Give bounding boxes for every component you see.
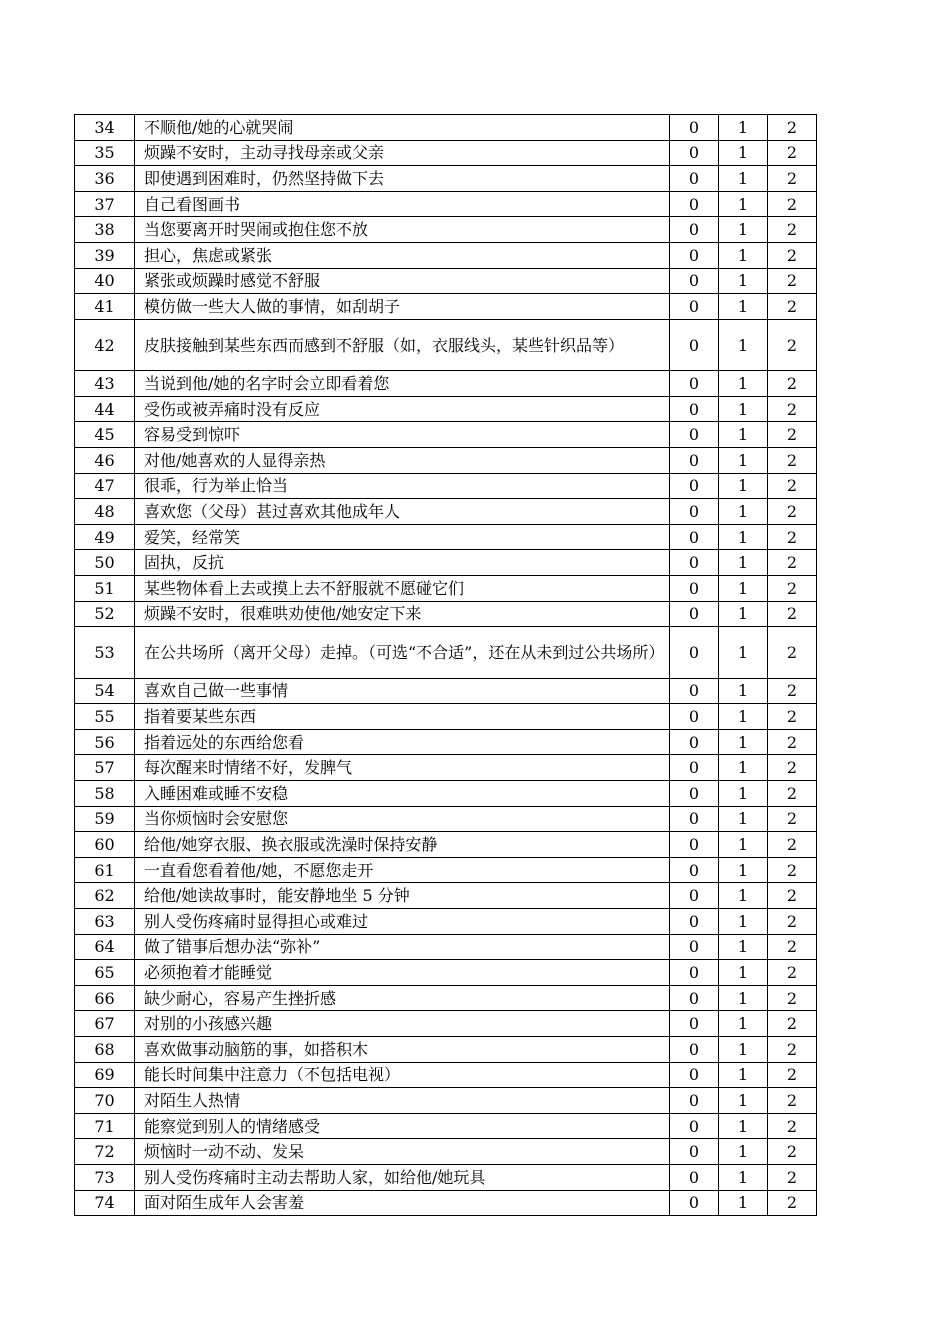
question-text: 容易受到惊吓 bbox=[135, 422, 670, 448]
question-number: 58 bbox=[75, 781, 135, 807]
score-option-0[interactable]: 0 bbox=[670, 191, 719, 217]
score-option-2[interactable]: 2 bbox=[768, 627, 817, 679]
score-option-1[interactable]: 1 bbox=[719, 1011, 768, 1037]
score-option-2[interactable]: 2 bbox=[768, 576, 817, 602]
score-option-0[interactable]: 0 bbox=[670, 396, 719, 422]
score-option-0[interactable]: 0 bbox=[670, 473, 719, 499]
score-option-0[interactable]: 0 bbox=[670, 1113, 719, 1139]
score-option-0[interactable]: 0 bbox=[670, 268, 719, 294]
question-row bbox=[75, 1164, 817, 1190]
score-option-0[interactable]: 0 bbox=[670, 550, 719, 576]
score-option-0[interactable]: 0 bbox=[670, 1088, 719, 1114]
question-row bbox=[75, 883, 817, 909]
score-option-2[interactable]: 2 bbox=[768, 499, 817, 525]
score-option-2[interactable]: 2 bbox=[768, 1062, 817, 1088]
score-option-1[interactable]: 1 bbox=[719, 191, 768, 217]
question-text: 对陌生人热情 bbox=[135, 1088, 670, 1114]
question-text: 对他/她喜欢的人显得亲热 bbox=[135, 448, 670, 474]
question-number: 72 bbox=[75, 1139, 135, 1165]
question-row bbox=[75, 499, 817, 525]
score-option-2[interactable]: 2 bbox=[768, 909, 817, 935]
question-text: 喜欢做事动脑筋的事，如搭积木 bbox=[135, 1037, 670, 1063]
question-row bbox=[75, 140, 817, 166]
question-row bbox=[75, 781, 817, 807]
question-number: 39 bbox=[75, 242, 135, 268]
score-option-1[interactable]: 1 bbox=[719, 448, 768, 474]
question-number: 46 bbox=[75, 448, 135, 474]
score-option-1[interactable]: 1 bbox=[719, 755, 768, 781]
question-text: 能察觉到别人的情绪感受 bbox=[135, 1113, 670, 1139]
score-option-0[interactable]: 0 bbox=[670, 524, 719, 550]
score-option-0[interactable]: 0 bbox=[670, 857, 719, 883]
questionnaire-table bbox=[74, 114, 817, 1216]
question-number: 74 bbox=[75, 1190, 135, 1216]
question-row bbox=[75, 1062, 817, 1088]
score-option-2[interactable]: 2 bbox=[768, 1088, 817, 1114]
score-option-0[interactable]: 0 bbox=[670, 1037, 719, 1063]
score-option-1[interactable]: 1 bbox=[719, 857, 768, 883]
score-option-0[interactable]: 0 bbox=[670, 115, 719, 141]
score-option-0[interactable]: 0 bbox=[670, 627, 719, 679]
question-number: 55 bbox=[75, 704, 135, 730]
score-option-0[interactable]: 0 bbox=[670, 1011, 719, 1037]
question-number: 50 bbox=[75, 550, 135, 576]
score-option-1[interactable]: 1 bbox=[719, 1113, 768, 1139]
question-text: 固执，反抗 bbox=[135, 550, 670, 576]
score-option-2[interactable]: 2 bbox=[768, 294, 817, 320]
question-text: 当你烦恼时会安慰您 bbox=[135, 806, 670, 832]
question-number: 45 bbox=[75, 422, 135, 448]
score-option-0[interactable]: 0 bbox=[670, 576, 719, 602]
question-row bbox=[75, 268, 817, 294]
score-option-1[interactable]: 1 bbox=[719, 832, 768, 858]
question-number: 64 bbox=[75, 934, 135, 960]
score-option-1[interactable]: 1 bbox=[719, 268, 768, 294]
question-number: 41 bbox=[75, 294, 135, 320]
score-option-2[interactable]: 2 bbox=[768, 1190, 817, 1216]
question-row bbox=[75, 909, 817, 935]
question-row bbox=[75, 448, 817, 474]
score-option-2[interactable]: 2 bbox=[768, 781, 817, 807]
score-option-0[interactable]: 0 bbox=[670, 294, 719, 320]
score-option-1[interactable]: 1 bbox=[719, 294, 768, 320]
question-number: 38 bbox=[75, 217, 135, 243]
score-option-2[interactable]: 2 bbox=[768, 217, 817, 243]
score-option-0[interactable]: 0 bbox=[670, 960, 719, 986]
question-number: 71 bbox=[75, 1113, 135, 1139]
score-option-2[interactable]: 2 bbox=[768, 448, 817, 474]
question-number: 65 bbox=[75, 960, 135, 986]
question-text: 给他/她读故事时，能安静地坐 5 分钟 bbox=[135, 883, 670, 909]
score-option-0[interactable]: 0 bbox=[670, 678, 719, 704]
score-option-1[interactable]: 1 bbox=[719, 1164, 768, 1190]
score-option-1[interactable]: 1 bbox=[719, 729, 768, 755]
score-option-1[interactable]: 1 bbox=[719, 1139, 768, 1165]
question-row bbox=[75, 242, 817, 268]
score-option-1[interactable]: 1 bbox=[719, 934, 768, 960]
question-row bbox=[75, 422, 817, 448]
question-number: 49 bbox=[75, 524, 135, 550]
score-option-1[interactable]: 1 bbox=[719, 883, 768, 909]
score-option-0[interactable]: 0 bbox=[670, 499, 719, 525]
question-text: 烦躁不安时，主动寻找母亲或父亲 bbox=[135, 140, 670, 166]
question-text: 模仿做一些大人做的事情，如刮胡子 bbox=[135, 294, 670, 320]
score-option-2[interactable]: 2 bbox=[768, 883, 817, 909]
score-option-0[interactable]: 0 bbox=[670, 909, 719, 935]
questionnaire-rows bbox=[75, 115, 817, 1216]
question-row bbox=[75, 524, 817, 550]
score-option-0[interactable]: 0 bbox=[670, 217, 719, 243]
score-option-2[interactable]: 2 bbox=[768, 473, 817, 499]
score-option-2[interactable]: 2 bbox=[768, 1011, 817, 1037]
question-text: 每次醒来时情绪不好，发脾气 bbox=[135, 755, 670, 781]
score-option-1[interactable]: 1 bbox=[719, 473, 768, 499]
score-option-1[interactable]: 1 bbox=[719, 960, 768, 986]
score-option-1[interactable]: 1 bbox=[719, 524, 768, 550]
score-option-1[interactable]: 1 bbox=[719, 550, 768, 576]
score-option-0[interactable]: 0 bbox=[670, 729, 719, 755]
score-option-2[interactable]: 2 bbox=[768, 857, 817, 883]
score-option-0[interactable]: 0 bbox=[670, 1139, 719, 1165]
question-text: 皮肤接触到某些东西而感到不舒服（如，衣服线头，某些针织品等） bbox=[135, 319, 670, 371]
score-option-1[interactable]: 1 bbox=[719, 781, 768, 807]
question-number: 61 bbox=[75, 857, 135, 883]
score-option-0[interactable]: 0 bbox=[670, 883, 719, 909]
question-text: 很乖，行为举止恰当 bbox=[135, 473, 670, 499]
score-option-1[interactable]: 1 bbox=[719, 140, 768, 166]
question-text: 紧张或烦躁时感觉不舒服 bbox=[135, 268, 670, 294]
score-option-1[interactable]: 1 bbox=[719, 576, 768, 602]
score-option-2[interactable]: 2 bbox=[768, 115, 817, 141]
question-row bbox=[75, 1113, 817, 1139]
score-option-2[interactable]: 2 bbox=[768, 242, 817, 268]
score-option-0[interactable]: 0 bbox=[670, 934, 719, 960]
question-row bbox=[75, 1088, 817, 1114]
question-text: 必须抱着才能睡觉 bbox=[135, 960, 670, 986]
question-number: 44 bbox=[75, 396, 135, 422]
score-option-1[interactable]: 1 bbox=[719, 242, 768, 268]
score-option-2[interactable]: 2 bbox=[768, 166, 817, 192]
question-number: 34 bbox=[75, 115, 135, 141]
score-option-2[interactable]: 2 bbox=[768, 1139, 817, 1165]
score-option-0[interactable]: 0 bbox=[670, 242, 719, 268]
question-row bbox=[75, 191, 817, 217]
question-number: 73 bbox=[75, 1164, 135, 1190]
question-text: 指着要某些东西 bbox=[135, 704, 670, 730]
score-option-2[interactable]: 2 bbox=[768, 268, 817, 294]
score-option-2[interactable]: 2 bbox=[768, 832, 817, 858]
question-number: 42 bbox=[75, 319, 135, 371]
question-text: 不顺他/她的心就哭闹 bbox=[135, 115, 670, 141]
question-row bbox=[75, 934, 817, 960]
score-option-2[interactable]: 2 bbox=[768, 678, 817, 704]
question-text: 指着远处的东西给您看 bbox=[135, 729, 670, 755]
question-row bbox=[75, 371, 817, 397]
score-option-1[interactable]: 1 bbox=[719, 1037, 768, 1063]
score-option-1[interactable]: 1 bbox=[719, 1062, 768, 1088]
question-text: 面对陌生成年人会害羞 bbox=[135, 1190, 670, 1216]
question-text: 别人受伤疼痛时显得担心或难过 bbox=[135, 909, 670, 935]
question-row bbox=[75, 115, 817, 141]
question-number: 48 bbox=[75, 499, 135, 525]
score-option-0[interactable]: 0 bbox=[670, 140, 719, 166]
question-row bbox=[75, 1037, 817, 1063]
question-text: 一直看您看着他/她，不愿您走开 bbox=[135, 857, 670, 883]
question-text: 爱笑，经常笑 bbox=[135, 524, 670, 550]
question-number: 35 bbox=[75, 140, 135, 166]
question-number: 47 bbox=[75, 473, 135, 499]
question-text: 即使遇到困难时，仍然坚持做下去 bbox=[135, 166, 670, 192]
score-option-2[interactable]: 2 bbox=[768, 704, 817, 730]
score-option-0[interactable]: 0 bbox=[670, 422, 719, 448]
score-option-2[interactable]: 2 bbox=[768, 985, 817, 1011]
question-text: 烦躁不安时，很难哄劝使他/她安定下来 bbox=[135, 601, 670, 627]
score-option-2[interactable]: 2 bbox=[768, 960, 817, 986]
score-option-0[interactable]: 0 bbox=[670, 704, 719, 730]
score-option-0[interactable]: 0 bbox=[670, 781, 719, 807]
score-option-1[interactable]: 1 bbox=[719, 704, 768, 730]
question-row bbox=[75, 755, 817, 781]
score-option-0[interactable]: 0 bbox=[670, 166, 719, 192]
question-row bbox=[75, 1011, 817, 1037]
question-text: 喜欢自己做一些事情 bbox=[135, 678, 670, 704]
score-option-1[interactable]: 1 bbox=[719, 678, 768, 704]
score-option-0[interactable]: 0 bbox=[670, 1190, 719, 1216]
score-option-0[interactable]: 0 bbox=[670, 1164, 719, 1190]
question-number: 53 bbox=[75, 627, 135, 679]
score-option-2[interactable]: 2 bbox=[768, 1037, 817, 1063]
score-option-1[interactable]: 1 bbox=[719, 806, 768, 832]
question-row bbox=[75, 960, 817, 986]
score-option-2[interactable]: 2 bbox=[768, 729, 817, 755]
score-option-2[interactable]: 2 bbox=[768, 806, 817, 832]
question-number: 36 bbox=[75, 166, 135, 192]
score-option-2[interactable]: 2 bbox=[768, 1113, 817, 1139]
question-text: 喜欢您（父母）甚过喜欢其他成年人 bbox=[135, 499, 670, 525]
question-text: 别人受伤疼痛时主动去帮助人家，如给他/她玩具 bbox=[135, 1164, 670, 1190]
question-text: 烦恼时一动不动、发呆 bbox=[135, 1139, 670, 1165]
score-option-2[interactable]: 2 bbox=[768, 396, 817, 422]
score-option-1[interactable]: 1 bbox=[719, 115, 768, 141]
question-row bbox=[75, 396, 817, 422]
question-text: 对别的小孩感兴趣 bbox=[135, 1011, 670, 1037]
question-number: 69 bbox=[75, 1062, 135, 1088]
question-number: 67 bbox=[75, 1011, 135, 1037]
question-row bbox=[75, 729, 817, 755]
question-text: 能长时间集中注意力（不包括电视） bbox=[135, 1062, 670, 1088]
question-row bbox=[75, 806, 817, 832]
question-row bbox=[75, 217, 817, 243]
score-option-1[interactable]: 1 bbox=[719, 217, 768, 243]
question-number: 43 bbox=[75, 371, 135, 397]
question-row bbox=[75, 473, 817, 499]
question-number: 68 bbox=[75, 1037, 135, 1063]
score-option-0[interactable]: 0 bbox=[670, 985, 719, 1011]
question-row bbox=[75, 294, 817, 320]
score-option-0[interactable]: 0 bbox=[670, 371, 719, 397]
score-option-1[interactable]: 1 bbox=[719, 627, 768, 679]
question-row bbox=[75, 319, 817, 371]
question-row bbox=[75, 704, 817, 730]
question-row bbox=[75, 550, 817, 576]
question-row bbox=[75, 576, 817, 602]
question-row bbox=[75, 1139, 817, 1165]
question-text: 某些物体看上去或摸上去不舒服就不愿碰它们 bbox=[135, 576, 670, 602]
question-text: 当说到他/她的名字时会立即看着您 bbox=[135, 371, 670, 397]
score-option-2[interactable]: 2 bbox=[768, 371, 817, 397]
question-number: 54 bbox=[75, 678, 135, 704]
question-number: 70 bbox=[75, 1088, 135, 1114]
score-option-2[interactable]: 2 bbox=[768, 422, 817, 448]
score-option-0[interactable]: 0 bbox=[670, 601, 719, 627]
score-option-1[interactable]: 1 bbox=[719, 422, 768, 448]
question-text: 受伤或被弄痛时没有反应 bbox=[135, 396, 670, 422]
question-text: 当您要离开时哭闹或抱住您不放 bbox=[135, 217, 670, 243]
question-row bbox=[75, 857, 817, 883]
score-option-2[interactable]: 2 bbox=[768, 755, 817, 781]
question-text: 给他/她穿衣服、换衣服或洗澡时保持安静 bbox=[135, 832, 670, 858]
question-row bbox=[75, 627, 817, 679]
score-option-1[interactable]: 1 bbox=[719, 499, 768, 525]
score-option-2[interactable]: 2 bbox=[768, 319, 817, 371]
question-number: 51 bbox=[75, 576, 135, 602]
question-row bbox=[75, 601, 817, 627]
question-number: 60 bbox=[75, 832, 135, 858]
score-option-1[interactable]: 1 bbox=[719, 371, 768, 397]
score-option-0[interactable]: 0 bbox=[670, 448, 719, 474]
score-option-0[interactable]: 0 bbox=[670, 832, 719, 858]
question-text: 缺少耐心，容易产生挫折感 bbox=[135, 985, 670, 1011]
score-option-2[interactable]: 2 bbox=[768, 601, 817, 627]
score-option-2[interactable]: 2 bbox=[768, 191, 817, 217]
score-option-1[interactable]: 1 bbox=[719, 601, 768, 627]
question-number: 52 bbox=[75, 601, 135, 627]
score-option-1[interactable]: 1 bbox=[719, 319, 768, 371]
score-option-1[interactable]: 1 bbox=[719, 909, 768, 935]
score-option-2[interactable]: 2 bbox=[768, 934, 817, 960]
question-text: 自己看图画书 bbox=[135, 191, 670, 217]
question-row bbox=[75, 985, 817, 1011]
question-number: 59 bbox=[75, 806, 135, 832]
question-text: 在公共场所（离开父母）走掉。（可选“不合适”，还在从未到过公共场所） bbox=[135, 627, 670, 679]
score-option-0[interactable]: 0 bbox=[670, 806, 719, 832]
question-text: 担心，焦虑或紧张 bbox=[135, 242, 670, 268]
question-number: 66 bbox=[75, 985, 135, 1011]
score-option-1[interactable]: 1 bbox=[719, 166, 768, 192]
question-number: 37 bbox=[75, 191, 135, 217]
question-number: 63 bbox=[75, 909, 135, 935]
score-option-2[interactable]: 2 bbox=[768, 550, 817, 576]
score-option-1[interactable]: 1 bbox=[719, 1088, 768, 1114]
score-option-2[interactable]: 2 bbox=[768, 140, 817, 166]
score-option-1[interactable]: 1 bbox=[719, 1190, 768, 1216]
question-row bbox=[75, 678, 817, 704]
question-row bbox=[75, 1190, 817, 1216]
score-option-1[interactable]: 1 bbox=[719, 396, 768, 422]
score-option-2[interactable]: 2 bbox=[768, 1164, 817, 1190]
question-text: 入睡困难或睡不安稳 bbox=[135, 781, 670, 807]
question-number: 62 bbox=[75, 883, 135, 909]
score-option-0[interactable]: 0 bbox=[670, 755, 719, 781]
score-option-1[interactable]: 1 bbox=[719, 985, 768, 1011]
question-number: 56 bbox=[75, 729, 135, 755]
score-option-0[interactable]: 0 bbox=[670, 319, 719, 371]
question-row bbox=[75, 832, 817, 858]
score-option-0[interactable]: 0 bbox=[670, 1062, 719, 1088]
question-text: 做了错事后想办法“弥补” bbox=[135, 934, 670, 960]
question-number: 40 bbox=[75, 268, 135, 294]
question-row bbox=[75, 166, 817, 192]
question-number: 57 bbox=[75, 755, 135, 781]
score-option-2[interactable]: 2 bbox=[768, 524, 817, 550]
